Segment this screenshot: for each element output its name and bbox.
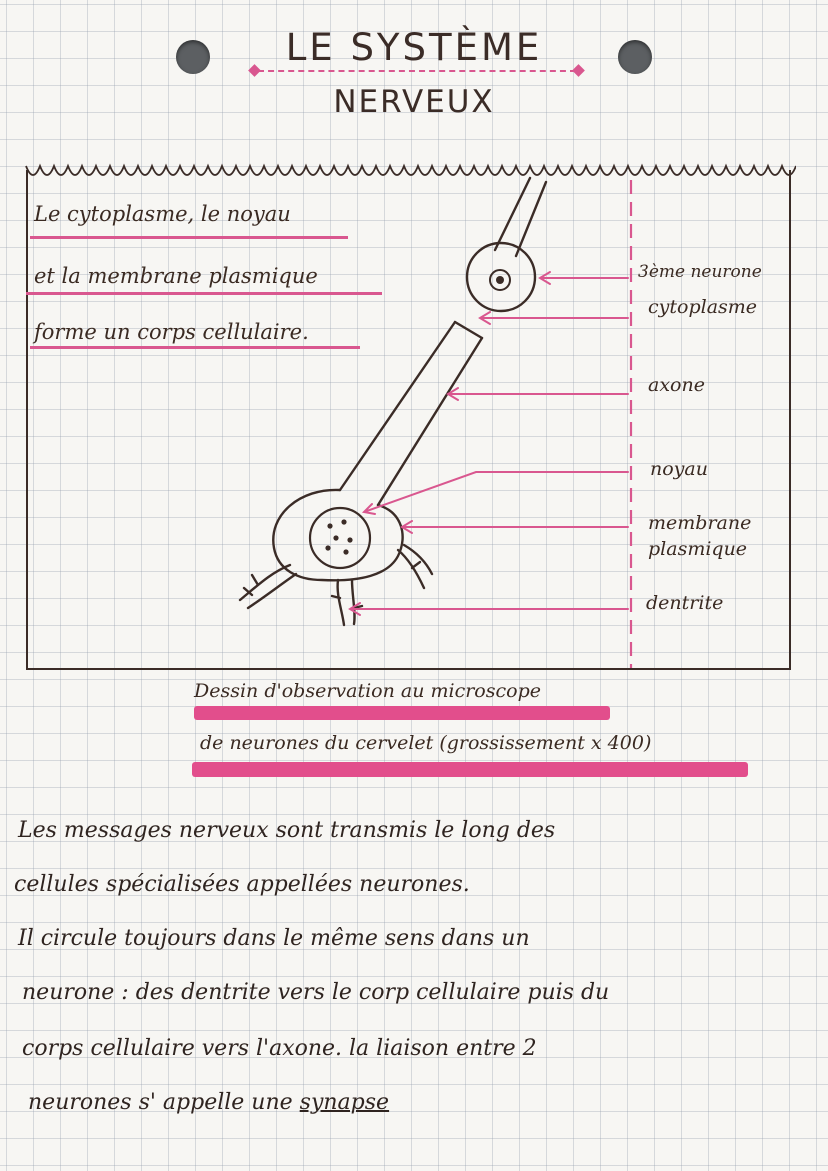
paragraph-line-6 — [28, 1090, 508, 1115]
intro-line-1: Le cytoplasme, le noyau — [34, 202, 291, 226]
paragraph-line-4: neurone : des dentrite vers le corp cellulaire puis du — [22, 980, 610, 1005]
cell-body — [273, 490, 402, 580]
paragraph-line-1: Les messages nerveux sont transmis le long des — [18, 818, 556, 843]
intro-line-3: forme un corps cellulaire. — [34, 320, 309, 344]
upper-neuron-axon — [495, 178, 546, 256]
arrow-cytoplasme — [480, 312, 628, 324]
label-membrane: membrane — [648, 512, 752, 534]
page-title-line-2: NERVEUX — [333, 84, 495, 120]
caption-highlight-2 — [192, 762, 748, 777]
label-plasmique: plasmique — [648, 538, 748, 560]
dendrite-right — [398, 545, 432, 588]
caption-highlight-1 — [194, 706, 610, 720]
paragraph-line-2: cellules spécialisées appellées neurones. — [14, 872, 470, 897]
dendrite-bottom — [332, 580, 362, 625]
arrow-noyau — [364, 472, 628, 514]
arrow-neurone — [540, 272, 628, 284]
paragraph-line-6-text: neurones s' appelle une — [28, 1090, 293, 1115]
intro-line-2: et la membrane plasmique — [34, 264, 318, 288]
label-cytoplasme: cytoplasme — [648, 296, 758, 318]
page-title-line-1: LE SYSTÈME — [285, 26, 543, 69]
label-neurone: 3ème neurone — [638, 262, 762, 282]
nucleus — [310, 508, 370, 568]
paragraph-line-3: Il circule toujours dans le même sens dans un — [18, 926, 530, 951]
arrow-dendrite — [350, 603, 628, 615]
caption-line-1: Dessin d'observation au microscope — [194, 680, 541, 702]
caption-line-2: de neurones du cervelet (grossissement x 400) — [200, 732, 652, 754]
label-dendrite: dentrite — [646, 592, 724, 614]
label-noyau: noyau — [650, 458, 708, 480]
arrow-membrane — [402, 521, 628, 533]
label-axone: axone — [648, 374, 705, 396]
arrow-axone — [448, 388, 628, 400]
keyword-synapse: synapse — [299, 1090, 390, 1115]
nucleus-dots — [325, 519, 352, 554]
paragraph-line-5: corps cellulaire vers l'axone. la liaison entre 2 — [22, 1036, 537, 1061]
